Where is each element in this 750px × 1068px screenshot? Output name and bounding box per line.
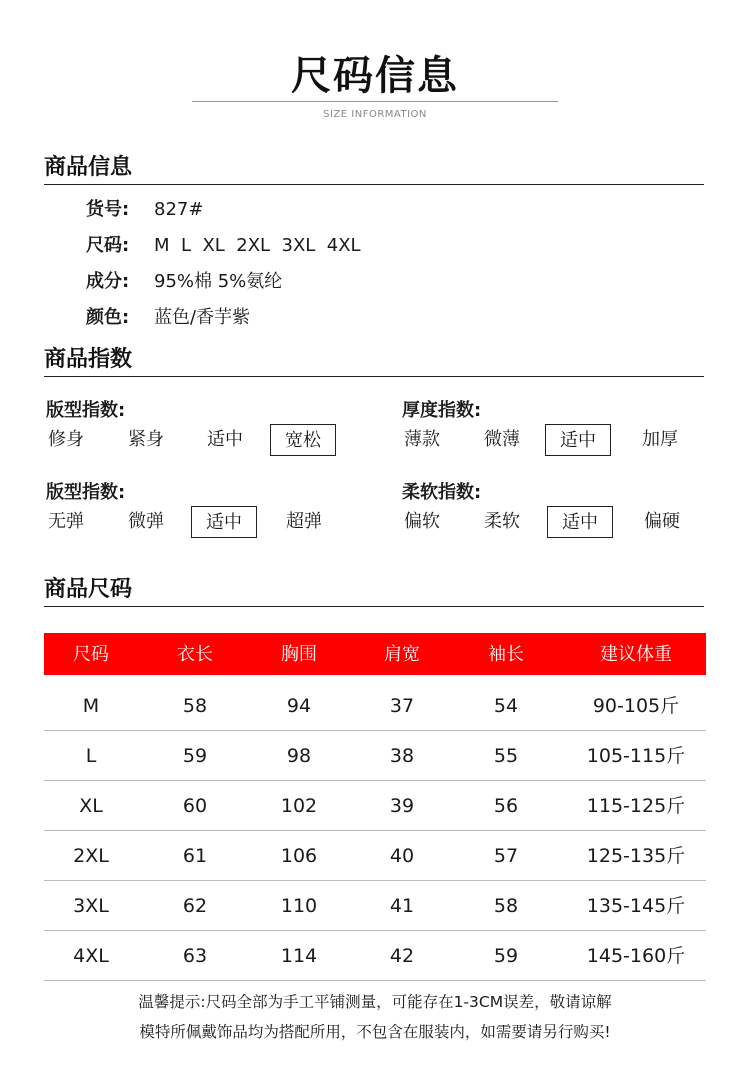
section-title-index: 商品指数 xyxy=(44,347,133,372)
index-option: 柔软 xyxy=(484,511,520,532)
index-option: 微薄 xyxy=(484,429,520,450)
info-label: 尺码: xyxy=(86,235,130,256)
index-option: 薄款 xyxy=(404,429,440,450)
index-option: 加厚 xyxy=(642,429,678,450)
table-cell: 102 xyxy=(280,795,318,817)
index-option-selected: 宽松 xyxy=(270,424,336,456)
index-option: 紧身 xyxy=(128,429,164,450)
table-cell: 59 xyxy=(493,945,519,967)
table-cell: 59 xyxy=(182,745,208,767)
table-cell: 110 xyxy=(280,895,318,917)
col-header-chest: 胸围 xyxy=(281,644,317,665)
col-header-weight: 建议体重 xyxy=(600,644,672,665)
table-cell: M xyxy=(82,695,100,717)
table-cell: 56 xyxy=(493,795,519,817)
page-title: 尺码信息 xyxy=(291,53,459,99)
index-title-thickness: 厚度指数: xyxy=(402,400,482,421)
table-cell: 41 xyxy=(389,895,415,917)
col-header-length: 衣长 xyxy=(177,644,213,665)
index-title-softness: 柔软指数: xyxy=(402,482,482,503)
table-cell: 4XL xyxy=(73,945,109,967)
table-cell: 115-125斤 xyxy=(586,795,686,817)
table-cell: 57 xyxy=(493,845,519,867)
index-option: 偏软 xyxy=(404,511,440,532)
table-cell: 40 xyxy=(389,845,415,867)
info-value: 827# xyxy=(154,199,204,220)
table-cell: 106 xyxy=(280,845,318,867)
col-header-shoulder: 肩宽 xyxy=(384,644,420,665)
table-cell: 58 xyxy=(182,695,208,717)
section-divider-info xyxy=(44,184,704,185)
index-option-selected: 适中 xyxy=(547,506,613,538)
info-label: 货号: xyxy=(86,199,130,220)
table-cell: 37 xyxy=(389,695,415,717)
col-header-size: 尺码 xyxy=(73,644,109,665)
index-title-fit: 版型指数: xyxy=(46,400,126,421)
section-title-size: 商品尺码 xyxy=(44,577,133,602)
index-option: 微弹 xyxy=(128,511,164,532)
table-cell: L xyxy=(85,745,97,767)
table-cell: 145-160斤 xyxy=(586,945,686,967)
info-row-sizes xyxy=(86,233,361,259)
table-cell: 125-135斤 xyxy=(586,845,686,867)
table-cell: 54 xyxy=(493,695,519,717)
info-row-color xyxy=(86,305,250,331)
tip-line-1: 温馨提示:尺码全部为手工平铺测量，可能存在1-3CM误差，敬请谅解 xyxy=(138,993,612,1011)
col-header-sleeve: 袖长 xyxy=(488,644,524,665)
table-cell: 2XL xyxy=(73,845,109,867)
table-cell: 90-105斤 xyxy=(592,695,680,717)
table-cell: 98 xyxy=(286,745,312,767)
table-cell: 55 xyxy=(493,745,519,767)
table-cell: 62 xyxy=(182,895,208,917)
table-cell: 94 xyxy=(286,695,312,717)
index-option: 无弹 xyxy=(48,511,84,532)
table-cell: 60 xyxy=(182,795,208,817)
index-option: 超弹 xyxy=(286,511,322,532)
table-cell: 105-115斤 xyxy=(586,745,686,767)
section-divider-size xyxy=(44,606,704,607)
page-subtitle: SIZE INFORMATION xyxy=(323,109,427,120)
index-option: 适中 xyxy=(207,429,243,450)
info-value: M L XL 2XL 3XL 4XL xyxy=(154,235,361,256)
table-cell: 58 xyxy=(493,895,519,917)
table-cell: 3XL xyxy=(73,895,109,917)
info-row-item-no xyxy=(86,197,203,223)
index-option-selected: 适中 xyxy=(191,506,257,538)
table-cell: 39 xyxy=(389,795,415,817)
info-label: 颜色: xyxy=(86,307,130,328)
info-value: 95%棉 5%氨纶 xyxy=(154,271,283,292)
info-value: 蓝色/香芋紫 xyxy=(154,307,251,328)
tip-line-2: 模特所佩戴饰品均为搭配所用，不包含在服装内，如需要请另行购买! xyxy=(139,1023,611,1041)
table-cell: XL xyxy=(79,795,103,817)
table-row-divider xyxy=(44,980,706,981)
table-cell: 135-145斤 xyxy=(586,895,686,917)
section-divider-index xyxy=(44,376,704,377)
index-option: 偏硬 xyxy=(644,511,680,532)
index-option-selected: 适中 xyxy=(545,424,611,456)
info-row-material xyxy=(86,269,282,295)
table-cell: 42 xyxy=(389,945,415,967)
index-option: 修身 xyxy=(48,429,84,450)
table-cell: 38 xyxy=(389,745,415,767)
table-cell: 61 xyxy=(182,845,208,867)
title-divider xyxy=(192,101,558,102)
table-cell: 63 xyxy=(182,945,208,967)
section-title-info: 商品信息 xyxy=(44,155,133,180)
index-title-elasticity: 版型指数: xyxy=(46,482,126,503)
table-cell: 114 xyxy=(280,945,318,967)
info-label: 成分: xyxy=(86,271,130,292)
